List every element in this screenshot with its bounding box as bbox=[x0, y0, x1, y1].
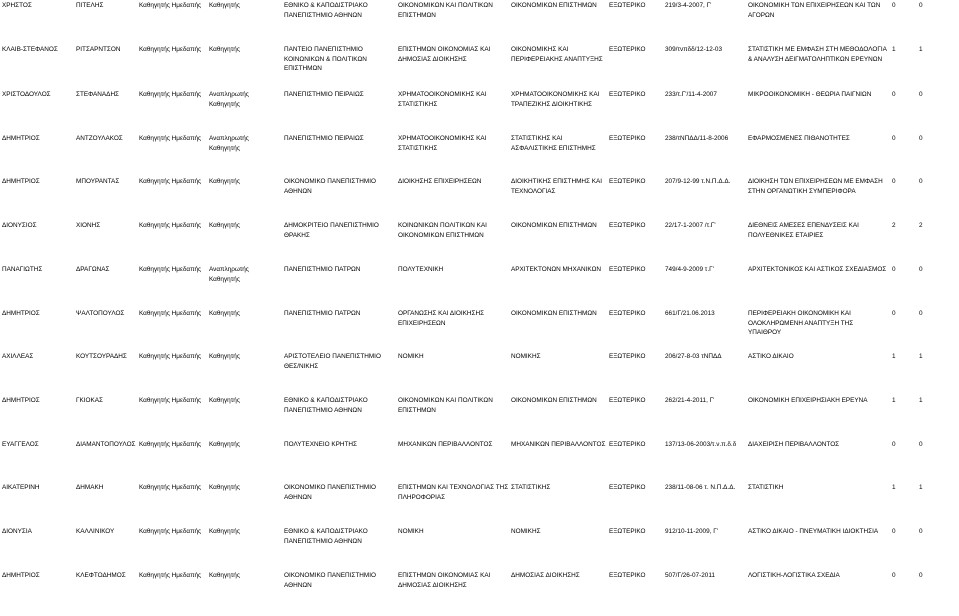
rank-cell[interactable]: Καθηγητής bbox=[209, 222, 240, 229]
rank-cell[interactable]: Αναπληρωτής Καθηγητής bbox=[209, 91, 249, 108]
membership-cell[interactable]: ΕΞΩΤΕΡΙΚΟ bbox=[609, 572, 646, 579]
membership-cell[interactable]: ΕΞΩΤΕΡΙΚΟ bbox=[609, 135, 646, 142]
school-cell[interactable]: ΕΠΙΣΤΗΜΩΝ ΟΙΚΟΝΟΜΙΑΣ ΚΑΙ ΔΗΜΟΣΙΑΣ ΔΙΟΙΚΗΣΗΣ bbox=[398, 46, 491, 63]
university-cell[interactable]: ΠΑΝΕΠΙΣΤΗΜΙΟ ΠΕΙΡΑΙΩΣ bbox=[284, 91, 364, 98]
field-cell[interactable]: ΑΣΤΙΚΟ ΔΙΚΑΙΟ bbox=[748, 353, 794, 360]
university-cell[interactable]: ΟΙΚΟΝΟΜΙΚΟ ΠΑΝΕΠΙΣΤΗΜΙΟ ΑΘΗΝΩΝ bbox=[284, 572, 376, 589]
count-cell-b[interactable]: 0 bbox=[919, 91, 923, 98]
school-cell[interactable]: ΔΙΟΙΚΗΣΗΣ ΕΠΙΧΕΙΡΗΣΕΩΝ bbox=[398, 178, 482, 185]
field-cell[interactable]: ΟΙΚΟΝΟΜΙΚΗ ΕΠΙΧΕΙΡΗΣΙΑΚΗ ΕΡΕΥΝΑ bbox=[748, 397, 868, 404]
department-cell[interactable]: ΔΙΟΙΚΗΤΙΚΗΣ ΕΠΙΣΤΗΜΗΣ ΚΑΙ ΤΕΧΝΟΛΟΓΙΑΣ bbox=[511, 178, 603, 195]
category-cell[interactable]: Καθηγητής Ημεδαπής bbox=[139, 266, 202, 273]
first-name-cell[interactable]: ΧΡΗΣΤΟΣ bbox=[2, 2, 32, 9]
rank-cell[interactable]: Καθηγητής bbox=[209, 484, 240, 491]
count-cell-a[interactable]: 1 bbox=[892, 484, 896, 491]
table-row bbox=[0, 265, 959, 309]
department-cell[interactable]: ΔΗΜΟΣΙΑΣ ΔΙΟΙΚΗΣΗΣ bbox=[511, 572, 580, 579]
count-cell-a[interactable]: 0 bbox=[892, 178, 896, 185]
membership-cell[interactable]: ΕΞΩΤΕΡΙΚΟ bbox=[609, 310, 646, 317]
count-cell-a[interactable]: 1 bbox=[892, 353, 896, 360]
gazette-cell[interactable]: 22/17-1-2007 /τ.Γ' bbox=[665, 222, 716, 229]
membership-cell[interactable]: ΕΞΩΤΕΡΙΚΟ bbox=[609, 397, 646, 404]
count-cell-b[interactable]: 2 bbox=[919, 222, 923, 229]
field-cell[interactable]: ΠΕΡΙΦΕΡΕΙΑΚΗ ΟΙΚΟΝΟΜΙΚΗ ΚΑΙ ΟΛΟΚΛΗΡΩΜΕΝΗ ΑΝΑΠΤΥΞΗ ΤΗΣ ΥΠΑΙΘΡΟΥ bbox=[748, 310, 854, 336]
school-cell[interactable]: ΜΗΧΑΝΙΚΩΝ ΠΕΡΙΒΑΛΛΟΝΤΟΣ bbox=[398, 441, 493, 448]
last-name-cell[interactable]: ΠΙΤΕΛΗΣ bbox=[76, 2, 104, 9]
gazette-cell[interactable]: 207/9-12-99 τ.Ν.Π.Δ.Δ. bbox=[665, 178, 731, 185]
count-cell-b[interactable]: 0 bbox=[919, 135, 923, 142]
membership-cell[interactable]: ΕΞΩΤΕΡΙΚΟ bbox=[609, 484, 646, 491]
category-cell[interactable]: Καθηγητής Ημεδαπής bbox=[139, 135, 202, 142]
university-cell[interactable]: ΑΡΙΣΤΟΤΕΛΕΙΟ ΠΑΝΕΠΙΣΤΗΜΙΟ ΘΕΣ/ΝΙΚΗΣ bbox=[284, 353, 381, 370]
count-cell-a[interactable]: 0 bbox=[892, 91, 896, 98]
field-cell[interactable]: ΔΙΟΙΚΗΣΗ ΤΩΝ ΕΠΙΧΕΙΡΗΣΕΩΝ ΜΕ ΕΜΦΑΣΗ ΣΤΗΝ ΟΡΓΑΝΩΤΙΚΗ ΣΥΜΠΕΡΙΦΟΡΑ bbox=[748, 178, 883, 195]
university-cell[interactable]: ΟΙΚΟΝΟΜΙΚΟ ΠΑΝΕΠΙΣΤΗΜΙΟ ΑΘΗΝΩΝ bbox=[284, 484, 376, 501]
table-row bbox=[0, 396, 959, 440]
gazette-cell[interactable]: 912/10-11-2009, Γ' bbox=[665, 528, 718, 535]
count-cell-a[interactable]: 0 bbox=[892, 135, 896, 142]
last-name-cell[interactable]: ΓΚΙΟΚΑΣ bbox=[76, 397, 104, 404]
category-cell[interactable]: Καθηγητής Ημεδαπής bbox=[139, 91, 202, 98]
first-name-cell[interactable]: ΚΛΑΙΒ-ΣΤΕΦΑΝΟΣ bbox=[2, 46, 58, 53]
department-cell[interactable]: ΝΟΜΙΚΗΣ bbox=[511, 353, 541, 360]
field-cell[interactable]: ΜΙΚΡΟΟΙΚΟΝΟΜΙΚΗ - ΘΕΩΡΙΑ ΠΑΙΓΝΙΩΝ bbox=[748, 91, 872, 98]
university-cell[interactable]: ΠΑΝΕΠΙΣΤΗΜΙΟ ΠΑΤΡΩΝ bbox=[284, 266, 361, 273]
count-cell-a[interactable]: 0 bbox=[892, 2, 896, 9]
university-cell[interactable]: ΠΑΝΕΠΙΣΤΗΜΙΟ ΠΕΙΡΑΙΩΣ bbox=[284, 135, 364, 142]
rank-cell[interactable]: Καθηγητής bbox=[209, 397, 240, 404]
gazette-cell[interactable]: 219/3-4-2007, Γ' bbox=[665, 2, 712, 9]
count-cell-a[interactable]: 0 bbox=[892, 441, 896, 448]
category-cell[interactable]: Καθηγητής Ημεδαπής bbox=[139, 310, 202, 317]
department-cell[interactable]: ΣΤΑΤΙΣΤΙΚΗΣ bbox=[511, 484, 551, 491]
first-name-cell[interactable]: ΠΑΝΑΓΙΩΤΗΣ bbox=[2, 266, 43, 273]
school-cell[interactable]: ΟΙΚΟΝΟΜΙΚΩΝ ΚΑΙ ΠΟΛΙΤΙΚΩΝ ΕΠΙΣΤΗΜΩΝ bbox=[398, 397, 493, 414]
last-name-cell[interactable]: ΧΙΟΝΗΣ bbox=[76, 222, 101, 229]
count-cell-a[interactable]: 0 bbox=[892, 528, 896, 535]
gazette-cell[interactable]: 206/27-8-03 τΝΠΔΔ bbox=[665, 353, 722, 360]
rank-cell[interactable]: Καθηγητής bbox=[209, 178, 240, 185]
table-row bbox=[0, 309, 959, 353]
university-cell[interactable]: ΕΘΝΙΚΟ & ΚΑΠΟΔΙΣΤΡΙΑΚΟ ΠΑΝΕΠΙΣΤΗΜΙΟ ΑΘΗΝΩΝ bbox=[284, 397, 368, 414]
membership-cell[interactable]: ΕΞΩΤΕΡΙΚΟ bbox=[609, 91, 646, 98]
gazette-cell[interactable]: 137/13-06-2003/τ.ν.π.δ.δ bbox=[665, 441, 737, 448]
school-cell[interactable]: ΕΠΙΣΤΗΜΩΝ ΚΑΙ ΤΕΧΝΟΛΟΓΙΑΣ ΤΗΣ ΠΛΗΡΟΦΟΡΙΑΣ bbox=[398, 484, 509, 501]
last-name-cell[interactable]: ΣΤΕΦΑΝΑΔΗΣ bbox=[76, 91, 120, 98]
membership-cell[interactable]: ΕΞΩΤΕΡΙΚΟ bbox=[609, 353, 646, 360]
count-cell-b[interactable]: 0 bbox=[919, 441, 923, 448]
table-row bbox=[0, 571, 959, 615]
university-cell[interactable]: ΠΟΛΥΤΕΧΝΕΙΟ ΚΡΗΤΗΣ bbox=[284, 441, 357, 448]
rank-cell[interactable]: Καθηγητής bbox=[209, 2, 240, 9]
category-cell[interactable]: Καθηγητής Ημεδαπής bbox=[139, 441, 202, 448]
department-cell[interactable]: ΣΤΑΤΙΣΤΙΚΗΣ ΚΑΙ ΑΣΦΑΛΙΣΤΙΚΗΣ ΕΠΙΣΤΗΜΗΣ bbox=[511, 135, 596, 152]
gazette-cell[interactable]: 507/Γ/26-07-2011 bbox=[665, 572, 715, 579]
last-name-cell[interactable]: ΔΗΜΑΚΗ bbox=[76, 484, 104, 491]
count-cell-b[interactable]: 1 bbox=[919, 484, 923, 491]
university-cell[interactable]: ΔΗΜΟΚΡΙΤΕΙΟ ΠΑΝΕΠΙΣΤΗΜΙΟ ΘΡΑΚΗΣ bbox=[284, 222, 379, 239]
gazette-cell[interactable]: 238/11-08-06 τ. Ν.Π.Δ.Δ. bbox=[665, 484, 736, 491]
rank-cell[interactable]: Καθηγητής bbox=[209, 572, 240, 579]
table-row bbox=[0, 221, 959, 265]
school-cell[interactable]: ΠΟΛΥΤΕΧΝΙΚΗ bbox=[398, 266, 444, 273]
department-cell[interactable]: ΟΙΚΟΝΟΜΙΚΗΣ ΚΑΙ ΠΕΡΙΦΕΡΕΙΑΚΗΣ ΑΝΑΠΤΥΞΗΣ bbox=[511, 46, 603, 63]
first-name-cell[interactable]: ΔΙΟΝΥΣΙΟΣ bbox=[2, 222, 37, 229]
school-cell[interactable]: ΟΙΚΟΝΟΜΙΚΩΝ ΚΑΙ ΠΟΛΙΤΙΚΩΝ ΕΠΙΣΤΗΜΩΝ bbox=[398, 2, 493, 19]
university-cell[interactable]: ΕΘΝΙΚΟ & ΚΑΠΟΔΙΣΤΡΙΑΚΟ ΠΑΝΕΠΙΣΤΗΜΙΟ ΑΘΗΝΩΝ bbox=[284, 2, 368, 19]
count-cell-a[interactable]: 0 bbox=[892, 310, 896, 317]
field-cell[interactable]: ΛΟΓΙΣΤΙΚΗ-ΛΟΓΙΣΤΙΚΑ ΣΧΕΔΙΑ bbox=[748, 572, 840, 579]
first-name-cell[interactable]: ΑΙΚΑΤΕΡΙΝΗ bbox=[2, 484, 40, 491]
count-cell-b[interactable]: 0 bbox=[919, 178, 923, 185]
category-cell[interactable]: Καθηγητής Ημεδαπής bbox=[139, 46, 202, 53]
table-row bbox=[0, 483, 959, 527]
department-cell[interactable]: ΟΙΚΟΝΟΜΙΚΩΝ ΕΠΙΣΤΗΜΩΝ bbox=[511, 2, 597, 9]
department-cell[interactable]: ΟΙΚΟΝΟΜΙΚΩΝ ΕΠΙΣΤΗΜΩΝ bbox=[511, 310, 597, 317]
category-cell[interactable]: Καθηγητής Ημεδαπής bbox=[139, 572, 202, 579]
membership-cell[interactable]: ΕΞΩΤΕΡΙΚΟ bbox=[609, 2, 646, 9]
first-name-cell[interactable]: ΔΙΟΝΥΣΙΑ bbox=[2, 528, 32, 535]
field-cell[interactable]: ΑΡΧΙΤΕΚΤΟΝΙΚΟΣ ΚΑΙ ΑΣΤΙΚΟΣ ΣΧΕΔΙΑΣΜΟΣ bbox=[748, 266, 887, 273]
first-name-cell[interactable]: ΔΗΜΗΤΡΙΟΣ bbox=[2, 310, 40, 317]
category-cell[interactable]: Καθηγητής Ημεδαπής bbox=[139, 528, 202, 535]
department-cell[interactable]: ΜΗΧΑΝΙΚΩΝ ΠΕΡΙΒΑΛΛΟΝΤΟΣ bbox=[511, 441, 606, 448]
membership-cell[interactable]: ΕΞΩΤΕΡΙΚΟ bbox=[609, 46, 646, 53]
rank-cell[interactable]: Καθηγητής bbox=[209, 528, 240, 535]
rank-cell[interactable]: Αναπληρωτής Καθηγητής bbox=[209, 266, 249, 283]
rank-cell[interactable]: Καθηγητής bbox=[209, 353, 240, 360]
first-name-cell[interactable]: ΔΗΜΗΤΡΙΟΣ bbox=[2, 178, 40, 185]
department-cell[interactable]: ΟΙΚΟΝΟΜΙΚΩΝ ΕΠΙΣΤΗΜΩΝ bbox=[511, 397, 597, 404]
gazette-cell[interactable]: 661/Γ/21.06.2013 bbox=[665, 310, 715, 317]
rank-cell[interactable]: Καθηγητής bbox=[209, 441, 240, 448]
school-cell[interactable]: ΟΡΓΑΝΩΣΗΣ ΚΑΙ ΔΙΟΙΚΗΣΗΣ ΕΠΙΧΕΙΡΗΣΕΩΝ bbox=[398, 310, 485, 327]
last-name-cell[interactable]: ΔΡΑΓΩΝΑΣ bbox=[76, 266, 110, 273]
school-cell[interactable]: ΚΟΙΝΩΝΙΚΩΝ ΠΟΛΙΤΙΚΩΝ ΚΑΙ ΟΙΚΟΝΟΜΙΚΩΝ ΕΠΙΣΤΗΜΩΝ bbox=[398, 222, 487, 239]
field-cell[interactable]: ΑΣΤΙΚΟ ΔΙΚΑΙΟ - ΠΝΕΥΜΑΤΙΚΗ ΙΔΙΟΚΤΗΣΙΑ bbox=[748, 528, 879, 535]
rank-cell[interactable]: Καθηγητής bbox=[209, 46, 240, 53]
table-row bbox=[0, 440, 959, 484]
last-name-cell[interactable]: ΨΑΛΤΟΠΟΥΛΟΣ bbox=[76, 310, 125, 317]
school-cell[interactable]: ΧΡΗΜΑΤΟΟΙΚΟΝΟΜΙΚΗΣ ΚΑΙ ΣΤΑΤΙΣΤΙΚΗΣ bbox=[398, 91, 487, 108]
field-cell[interactable]: ΔΙΑΧΕΙΡΙΣΗ ΠΕΡΙΒΑΛΛΟΝΤΟΣ bbox=[748, 441, 840, 448]
count-cell-b[interactable]: 0 bbox=[919, 572, 923, 579]
table-row bbox=[0, 45, 959, 89]
membership-cell[interactable]: ΕΞΩΤΕΡΙΚΟ bbox=[609, 178, 646, 185]
gazette-cell[interactable]: 238/τΝΠΔΔ/11-8-2006 bbox=[665, 135, 729, 142]
field-cell[interactable]: ΕΦΑΡΜΟΣΜΕΝΕΣ ΠΙΘΑΝΟΤΗΤΕΣ bbox=[748, 135, 850, 142]
field-cell[interactable]: ΟΙΚΟΝΟΜΙΚΗ ΤΩΝ ΕΠΙΧΕΙΡΗΣΕΩΝ ΚΑΙ ΤΩΝ ΑΓΟΡΩΝ bbox=[748, 2, 881, 19]
category-cell[interactable]: Καθηγητής Ημεδαπής bbox=[139, 2, 202, 9]
first-name-cell[interactable]: ΕΥΑΓΓΕΛΟΣ bbox=[2, 441, 39, 448]
last-name-cell[interactable]: ΜΠΟΥΡΑΝΤΑΣ bbox=[76, 178, 120, 185]
department-cell[interactable]: ΝΟΜΙΚΗΣ bbox=[511, 528, 541, 535]
count-cell-b[interactable]: 0 bbox=[919, 528, 923, 535]
gazette-cell[interactable]: 233/τ.Γ'/11-4-2007 bbox=[665, 91, 717, 98]
gazette-cell[interactable]: 309/τνπδδ/12-12-03 bbox=[665, 46, 723, 53]
category-cell[interactable]: Καθηγητής Ημεδαπής bbox=[139, 353, 202, 360]
count-cell-a[interactable]: 2 bbox=[892, 222, 896, 229]
last-name-cell[interactable]: ΚΛΕΦΤΟΔΗΜΟΣ bbox=[76, 572, 126, 579]
count-cell-b[interactable]: 0 bbox=[919, 266, 923, 273]
rank-cell[interactable]: Αναπληρωτής Καθηγητής bbox=[209, 135, 249, 152]
first-name-cell[interactable]: ΑΧΙΛΛΕΑΣ bbox=[2, 353, 34, 360]
university-cell[interactable]: ΠΑΝΕΠΙΣΤΗΜΙΟ ΠΑΤΡΩΝ bbox=[284, 310, 361, 317]
school-cell[interactable]: ΝΟΜΙΚΗ bbox=[398, 528, 424, 535]
school-cell[interactable]: ΝΟΜΙΚΗ bbox=[398, 353, 424, 360]
count-cell-b[interactable]: 1 bbox=[919, 46, 923, 53]
membership-cell[interactable]: ΕΞΩΤΕΡΙΚΟ bbox=[609, 266, 646, 273]
gazette-cell[interactable]: 262/21-4-2011, Γ' bbox=[665, 397, 715, 404]
category-cell[interactable]: Καθηγητής Ημεδαπής bbox=[139, 222, 202, 229]
first-name-cell[interactable]: ΧΡΙΣΤΟΔΟΥΛΟΣ bbox=[2, 91, 51, 98]
count-cell-b[interactable]: 0 bbox=[919, 2, 923, 9]
last-name-cell[interactable]: ΚΑΛΛΙΝΙΚΟΥ bbox=[76, 528, 115, 535]
membership-cell[interactable]: ΕΞΩΤΕΡΙΚΟ bbox=[609, 528, 646, 535]
rank-cell[interactable]: Καθηγητής bbox=[209, 310, 240, 317]
school-cell[interactable]: ΧΡΗΜΑΤΟΟΙΚΟΝΟΜΙΚΗΣ ΚΑΙ ΣΤΑΤΙΣΤΙΚΗΣ bbox=[398, 135, 487, 152]
department-cell[interactable]: ΧΡΗΜΑΤΟΟΙΚΟΝΟΜΙΚΗΣ ΚΑΙ ΤΡΑΠΕΖΙΚΗΣ ΔΙΟΙΚΗΤΙΚΗΣ bbox=[511, 91, 600, 108]
table-row bbox=[0, 177, 959, 221]
first-name-cell[interactable]: ΔΗΜΗΤΡΙΟΣ bbox=[2, 572, 40, 579]
count-cell-b[interactable]: 1 bbox=[919, 397, 923, 404]
gazette-cell[interactable]: 749/4-9-2009 τ.Γ' bbox=[665, 266, 714, 273]
membership-cell[interactable]: ΕΞΩΤΕΡΙΚΟ bbox=[609, 441, 646, 448]
membership-cell[interactable]: ΕΞΩΤΕΡΙΚΟ bbox=[609, 222, 646, 229]
last-name-cell[interactable]: ΑΝΤΖΟΥΛΑΚΟΣ bbox=[76, 135, 123, 142]
table-row bbox=[0, 352, 959, 396]
last-name-cell[interactable]: ΚΟΥΤΣΟΥΡΑΔΗΣ bbox=[76, 353, 127, 360]
count-cell-a[interactable]: 0 bbox=[892, 572, 896, 579]
count-cell-a[interactable]: 1 bbox=[892, 46, 896, 53]
table-row bbox=[0, 90, 959, 134]
field-cell[interactable]: ΣΤΑΤΙΣΤΙΚΗ ΜΕ ΕΜΦΑΣΗ ΣΤΗ ΜΕΘΟΔΟΛΟΓΙΑ & ΑΝΑΛΥΣΗ ΔΕΙΓΜΑΤΟΛΗΠΤΙΚΩΝ ΕΡΕΥΝΩΝ bbox=[748, 46, 887, 63]
category-cell[interactable]: Καθηγητής Ημεδαπής bbox=[139, 397, 202, 404]
count-cell-b[interactable]: 0 bbox=[919, 310, 923, 317]
school-cell[interactable]: ΕΠΙΣΤΗΜΩΝ ΟΙΚΟΝΟΜΙΑΣ ΚΑΙ ΔΗΜΟΣΙΑΣ ΔΙΟΙΚΗΣΗΣ bbox=[398, 572, 491, 589]
field-cell[interactable]: ΣΤΑΤΙΣΤΙΚΗ bbox=[748, 484, 784, 491]
last-name-cell[interactable]: ΡΙΤΣΑΡΝΤΣΟΝ bbox=[76, 46, 121, 53]
first-name-cell[interactable]: ΔΗΜΗΤΡΙΟΣ bbox=[2, 135, 40, 142]
last-name-cell[interactable]: ΔΙΑΜΑΝΤΟΠΟΥΛΟΣ bbox=[76, 441, 136, 448]
university-cell[interactable]: ΠΑΝΤΕΙΟ ΠΑΝΕΠΙΣΤΗΜΙΟ ΚΟΙΝΩΝΙΚΩΝ & ΠΟΛΙΤΙΚΩΝ ΕΠΙΣΤΗΜΩΝ bbox=[284, 46, 367, 72]
count-cell-b[interactable]: 1 bbox=[919, 353, 923, 360]
university-cell[interactable]: ΟΙΚΟΝΟΜΙΚΟ ΠΑΝΕΠΙΣΤΗΜΙΟ ΑΘΗΝΩΝ bbox=[284, 178, 376, 195]
count-cell-a[interactable]: 0 bbox=[892, 266, 896, 273]
department-cell[interactable]: ΟΙΚΟΝΟΜΙΚΩΝ ΕΠΙΣΤΗΜΩΝ bbox=[511, 222, 597, 229]
field-cell[interactable]: ΔΙΕΘΝΕΙΣ ΑΜΕΣΕΣ ΕΠΕΝΔΥΣΕΙΣ ΚΑΙ ΠΟΛΥΕΘΝΙΚΕΣ ΕΤΑΙΡΙΕΣ bbox=[748, 222, 859, 239]
first-name-cell[interactable]: ΔΗΜΗΤΡΙΟΣ bbox=[2, 397, 40, 404]
category-cell[interactable]: Καθηγητής Ημεδαπής bbox=[139, 484, 202, 491]
table-row bbox=[0, 134, 959, 178]
table-row bbox=[0, 1, 959, 45]
table-row bbox=[0, 527, 959, 571]
department-cell[interactable]: ΑΡΧΙΤΕΚΤΟΝΩΝ ΜΗΧΑΝΙΚΩΝ bbox=[511, 266, 602, 273]
category-cell[interactable]: Καθηγητής Ημεδαπής bbox=[139, 178, 202, 185]
university-cell[interactable]: ΕΘΝΙΚΟ & ΚΑΠΟΔΙΣΤΡΙΑΚΟ ΠΑΝΕΠΙΣΤΗΜΙΟ ΑΘΗΝΩΝ bbox=[284, 528, 368, 545]
count-cell-a[interactable]: 1 bbox=[892, 397, 896, 404]
